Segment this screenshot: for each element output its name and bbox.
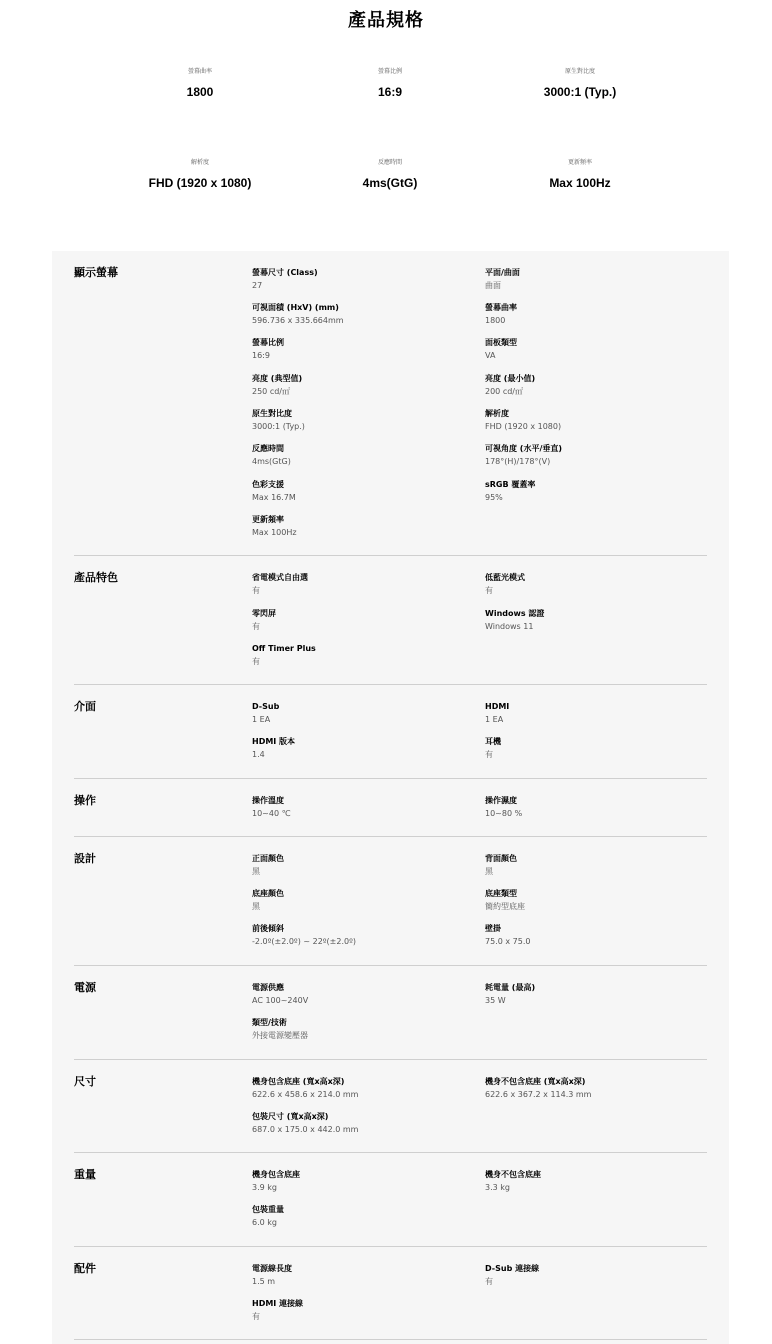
spec-item	[252, 408, 472, 432]
spec-value: Max 16.7M	[252, 493, 296, 502]
spec-value: 有	[485, 750, 493, 759]
spec-label: 底座顏色	[252, 889, 284, 898]
spec-item	[252, 514, 472, 538]
spec-label: 零閃屏	[252, 609, 276, 618]
spec-value: 有	[252, 1312, 260, 1321]
spec-value: 外接電源變壓器	[252, 1031, 308, 1040]
spec-item	[252, 373, 472, 397]
spec-item	[485, 1263, 705, 1287]
spec-label: 耗電量 (最高)	[485, 983, 536, 992]
spec-item	[252, 1298, 472, 1322]
spec-item	[485, 853, 705, 877]
spec-label: 亮度 (典型值)	[252, 374, 303, 383]
spec-label: 反應時間	[252, 444, 284, 453]
page-title: 產品規格	[348, 10, 424, 31]
spec-item	[252, 267, 472, 291]
spec-item	[485, 443, 705, 467]
spec-value: 27	[252, 281, 263, 290]
spec-item	[485, 572, 705, 596]
spec-item	[485, 1076, 705, 1100]
highlight-label: 反應時間	[377, 159, 402, 166]
spec-value: 黑	[252, 902, 260, 911]
spec-value: 1.5 m	[252, 1277, 276, 1286]
highlight-value: FHD (1920 x 1080)	[148, 176, 252, 190]
section-title: 操作	[74, 794, 96, 807]
spec-value: FHD (1920 x 1080)	[485, 422, 562, 431]
spec-item	[485, 373, 705, 397]
section-title: 尺寸	[74, 1075, 96, 1088]
spec-label: 亮度 (最小值)	[485, 374, 536, 383]
spec-label: HDMI	[485, 702, 510, 711]
spec-item	[485, 608, 705, 632]
spec-item	[252, 1204, 472, 1228]
section-title: 電源	[74, 981, 96, 994]
section-title: 設計	[74, 852, 96, 865]
spec-label: 機身不包含底座 (寬x高x深)	[485, 1077, 586, 1086]
spec-item	[252, 701, 472, 725]
spec-item	[485, 982, 705, 1006]
spec-value: 曲面	[485, 281, 501, 290]
section-title: 配件	[74, 1262, 96, 1275]
spec-label: 原生對比度	[252, 409, 292, 418]
spec-label: 正面顏色	[252, 854, 284, 863]
section-divider	[74, 555, 707, 556]
spec-item	[252, 1111, 472, 1135]
highlight-label: 螢幕比例	[377, 68, 402, 75]
spec-item	[252, 1263, 472, 1287]
spec-item	[252, 302, 472, 326]
section-divider	[74, 684, 707, 685]
spec-value: 有	[485, 586, 493, 595]
section-divider	[74, 1152, 707, 1153]
spec-value: Windows 11	[485, 622, 534, 631]
section-title: 顯示螢幕	[74, 266, 118, 279]
spec-value: 3000:1 (Typ.)	[252, 422, 305, 431]
spec-item	[252, 736, 472, 760]
spec-item	[485, 736, 705, 760]
spec-item	[485, 408, 705, 432]
highlight-label: 更新頻率	[567, 159, 592, 166]
section-divider	[74, 965, 707, 966]
highlight-refresh-rate	[460, 158, 700, 190]
spec-label: Off Timer Plus	[252, 644, 316, 653]
section-title: 介面	[74, 700, 96, 713]
spec-value: 35 W	[485, 996, 506, 1005]
highlight-label: 原生對比度	[564, 68, 595, 75]
spec-label: 可視角度 (水平/垂直)	[485, 444, 563, 453]
spec-value: 10~80 %	[485, 809, 523, 818]
spec-label: HDMI 版本	[252, 737, 296, 746]
spec-item	[252, 982, 472, 1006]
spec-item	[485, 888, 705, 912]
spec-value: 1.4	[252, 750, 265, 759]
section-divider	[74, 1059, 707, 1060]
spec-value: 3.9 kg	[252, 1183, 277, 1192]
spec-value: 4ms(GtG)	[252, 457, 291, 466]
spec-value: 簡約型底座	[485, 902, 525, 911]
spec-value: 1800	[485, 316, 506, 325]
spec-item	[252, 888, 472, 912]
spec-label: 更新頻率	[252, 515, 284, 524]
spec-value: 200 cd/㎡	[485, 387, 523, 396]
spec-value: 6.0 kg	[252, 1218, 277, 1227]
spec-value: 1 EA	[252, 715, 271, 724]
highlight-label: 解析度	[190, 159, 209, 166]
highlight-contrast-ratio	[460, 67, 700, 99]
spec-label: 壁掛	[485, 924, 501, 933]
spec-value: 有	[252, 657, 260, 666]
spec-panel	[52, 251, 729, 1344]
spec-value: 75.0 x 75.0	[485, 937, 531, 946]
spec-item	[252, 1017, 472, 1041]
spec-item	[252, 643, 472, 667]
spec-item	[485, 337, 705, 361]
spec-label: 機身不包含底座	[485, 1170, 541, 1179]
spec-value: 黑	[485, 867, 493, 876]
spec-item	[485, 479, 705, 503]
spec-label: 省電模式自由選	[252, 573, 308, 582]
highlight-label: 螢幕曲率	[187, 68, 212, 75]
spec-label: 前後傾斜	[252, 924, 284, 933]
highlight-value: 16:9	[377, 85, 403, 99]
spec-item	[252, 572, 472, 596]
spec-value: Max 100Hz	[252, 528, 297, 537]
spec-item	[252, 337, 472, 361]
spec-item	[485, 701, 705, 725]
spec-label: 操作溫度	[252, 796, 284, 805]
spec-value: 687.0 x 175.0 x 442.0 mm	[252, 1125, 359, 1134]
spec-label: 螢幕曲率	[485, 303, 517, 312]
highlight-value: 4ms(GtG)	[362, 176, 418, 190]
spec-item	[252, 608, 472, 632]
spec-label: 可視面積 (HxV) (mm)	[252, 303, 339, 312]
spec-label: 機身包含底座	[252, 1170, 300, 1179]
spec-value: 黑	[252, 867, 260, 876]
spec-label: sRGB 覆蓋率	[485, 480, 536, 489]
spec-item	[485, 267, 705, 291]
spec-item	[252, 1076, 472, 1100]
spec-label: 耳機	[485, 737, 501, 746]
section-title: 產品特色	[74, 571, 118, 584]
spec-label: 解析度	[485, 409, 509, 418]
spec-value: VA	[485, 351, 496, 360]
spec-item	[485, 795, 705, 819]
spec-value: 250 cd/㎡	[252, 387, 290, 396]
spec-value: 95%	[485, 493, 503, 502]
spec-value: 有	[252, 622, 260, 631]
spec-item	[252, 853, 472, 877]
spec-value: 16:9	[252, 351, 270, 360]
spec-label: 包裝尺寸 (寬x高x深)	[252, 1112, 329, 1121]
spec-value: 178°(H)/178°(V)	[485, 457, 551, 466]
spec-label: 背面顏色	[485, 854, 517, 863]
spec-label: 包裝重量	[252, 1205, 284, 1214]
spec-item	[485, 302, 705, 326]
spec-value: 10~40 ℃	[252, 809, 291, 818]
spec-value: 622.6 x 458.6 x 214.0 mm	[252, 1090, 359, 1099]
section-divider	[74, 778, 707, 779]
highlight-value: Max 100Hz	[549, 176, 611, 190]
spec-label: 操作濕度	[485, 796, 517, 805]
spec-label: 類型/技術	[252, 1018, 287, 1027]
section-title: 重量	[74, 1168, 96, 1181]
spec-label: 機身包含底座 (寬x高x深)	[252, 1077, 345, 1086]
section-divider	[74, 1339, 707, 1340]
spec-item	[485, 923, 705, 947]
spec-label: 電源供應	[252, 983, 284, 992]
spec-label: 平面/曲面	[485, 268, 520, 277]
section-divider	[74, 1246, 707, 1247]
spec-item	[252, 923, 472, 947]
spec-item	[252, 479, 472, 503]
spec-value: 596.736 x 335.664mm	[252, 316, 344, 325]
highlight-value: 1800	[186, 85, 214, 99]
spec-label: HDMI 連接線	[252, 1299, 304, 1308]
spec-item	[485, 1169, 705, 1193]
spec-value: AC 100~240V	[252, 996, 309, 1005]
spec-label: 色彩支援	[252, 480, 284, 489]
spec-label: 底座類型	[485, 889, 517, 898]
highlight-value: 3000:1 (Typ.)	[543, 85, 617, 99]
spec-item	[252, 443, 472, 467]
spec-value: -2.0º(±2.0º) ~ 22º(±2.0º)	[252, 937, 356, 946]
section-divider	[74, 836, 707, 837]
spec-value: 有	[485, 1277, 493, 1286]
spec-label: D-Sub 連接線	[485, 1264, 540, 1273]
spec-value: 622.6 x 367.2 x 114.3 mm	[485, 1090, 592, 1099]
spec-label: Windows 認證	[485, 609, 545, 618]
spec-value: 有	[252, 586, 260, 595]
spec-label: 螢幕尺寸 (Class)	[252, 268, 318, 277]
spec-item	[252, 795, 472, 819]
spec-label: 面板類型	[485, 338, 517, 347]
spec-label: 低藍光模式	[485, 573, 525, 582]
spec-label: 螢幕比例	[252, 338, 284, 347]
spec-item	[252, 1169, 472, 1193]
spec-value: 3.3 kg	[485, 1183, 510, 1192]
spec-value: 1 EA	[485, 715, 504, 724]
spec-label: 電源線長度	[252, 1264, 292, 1273]
spec-label: D-Sub	[252, 702, 280, 711]
